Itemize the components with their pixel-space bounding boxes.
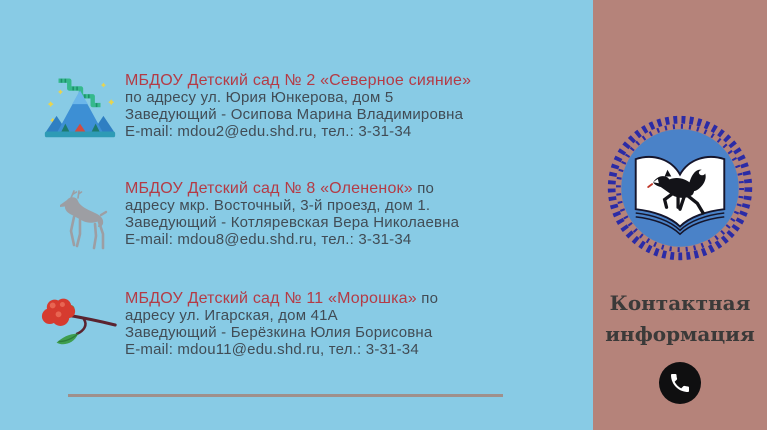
entry-head: Заведующий - Берёзкина Юлия Борисовна <box>125 324 433 341</box>
phone-icon <box>658 361 702 410</box>
entry-email-phone: E-mail: mdou8@edu.shd.ru, тел.: 3-31-34 <box>125 231 412 248</box>
kindergarten-entry-11 <box>35 290 593 358</box>
kindergarten-entry-8 <box>35 180 593 254</box>
entry-title: МБДОУ Детский сад № 8 «Олененок» по <box>125 180 435 197</box>
entry-address: адресу мкр. Восточный, 3-й проезд, дом 1. <box>125 197 431 214</box>
entry-address: адресу ул. Игарская, дом 41А <box>125 307 338 324</box>
kindergarten-entry-2 <box>35 72 593 144</box>
heading-line-2: информация <box>605 322 755 346</box>
contact-info-panel <box>593 0 767 430</box>
entry-email-phone: E-mail: mdou2@edu.shd.ru, тел.: 3-31-34 <box>125 123 412 140</box>
entry-head: Заведующий - Осипова Марина Владимировна <box>125 106 464 123</box>
entry-address: по адресу ул. Юрия Юнкерова, дом 5 <box>125 89 394 106</box>
entry-title: МБДОУ Детский сад № 11 «Морошка» по <box>125 290 439 307</box>
fox-book-emblem <box>603 111 757 270</box>
entry-title: МБДОУ Детский сад № 2 «Северное сияние» <box>125 72 472 89</box>
entry-head: Заведующий - Котляревская Вера Николаевна <box>125 214 460 231</box>
contact-info-heading <box>605 288 755 350</box>
deer-icon <box>35 180 125 254</box>
heading-line-1: Контактная <box>609 291 751 315</box>
cloudberry-icon <box>35 290 125 358</box>
divider-line <box>68 394 503 397</box>
northern-lights-icon <box>35 72 125 144</box>
entry-email-phone: E-mail: mdou11@edu.shd.ru, тел.: 3-31-34 <box>125 341 419 358</box>
